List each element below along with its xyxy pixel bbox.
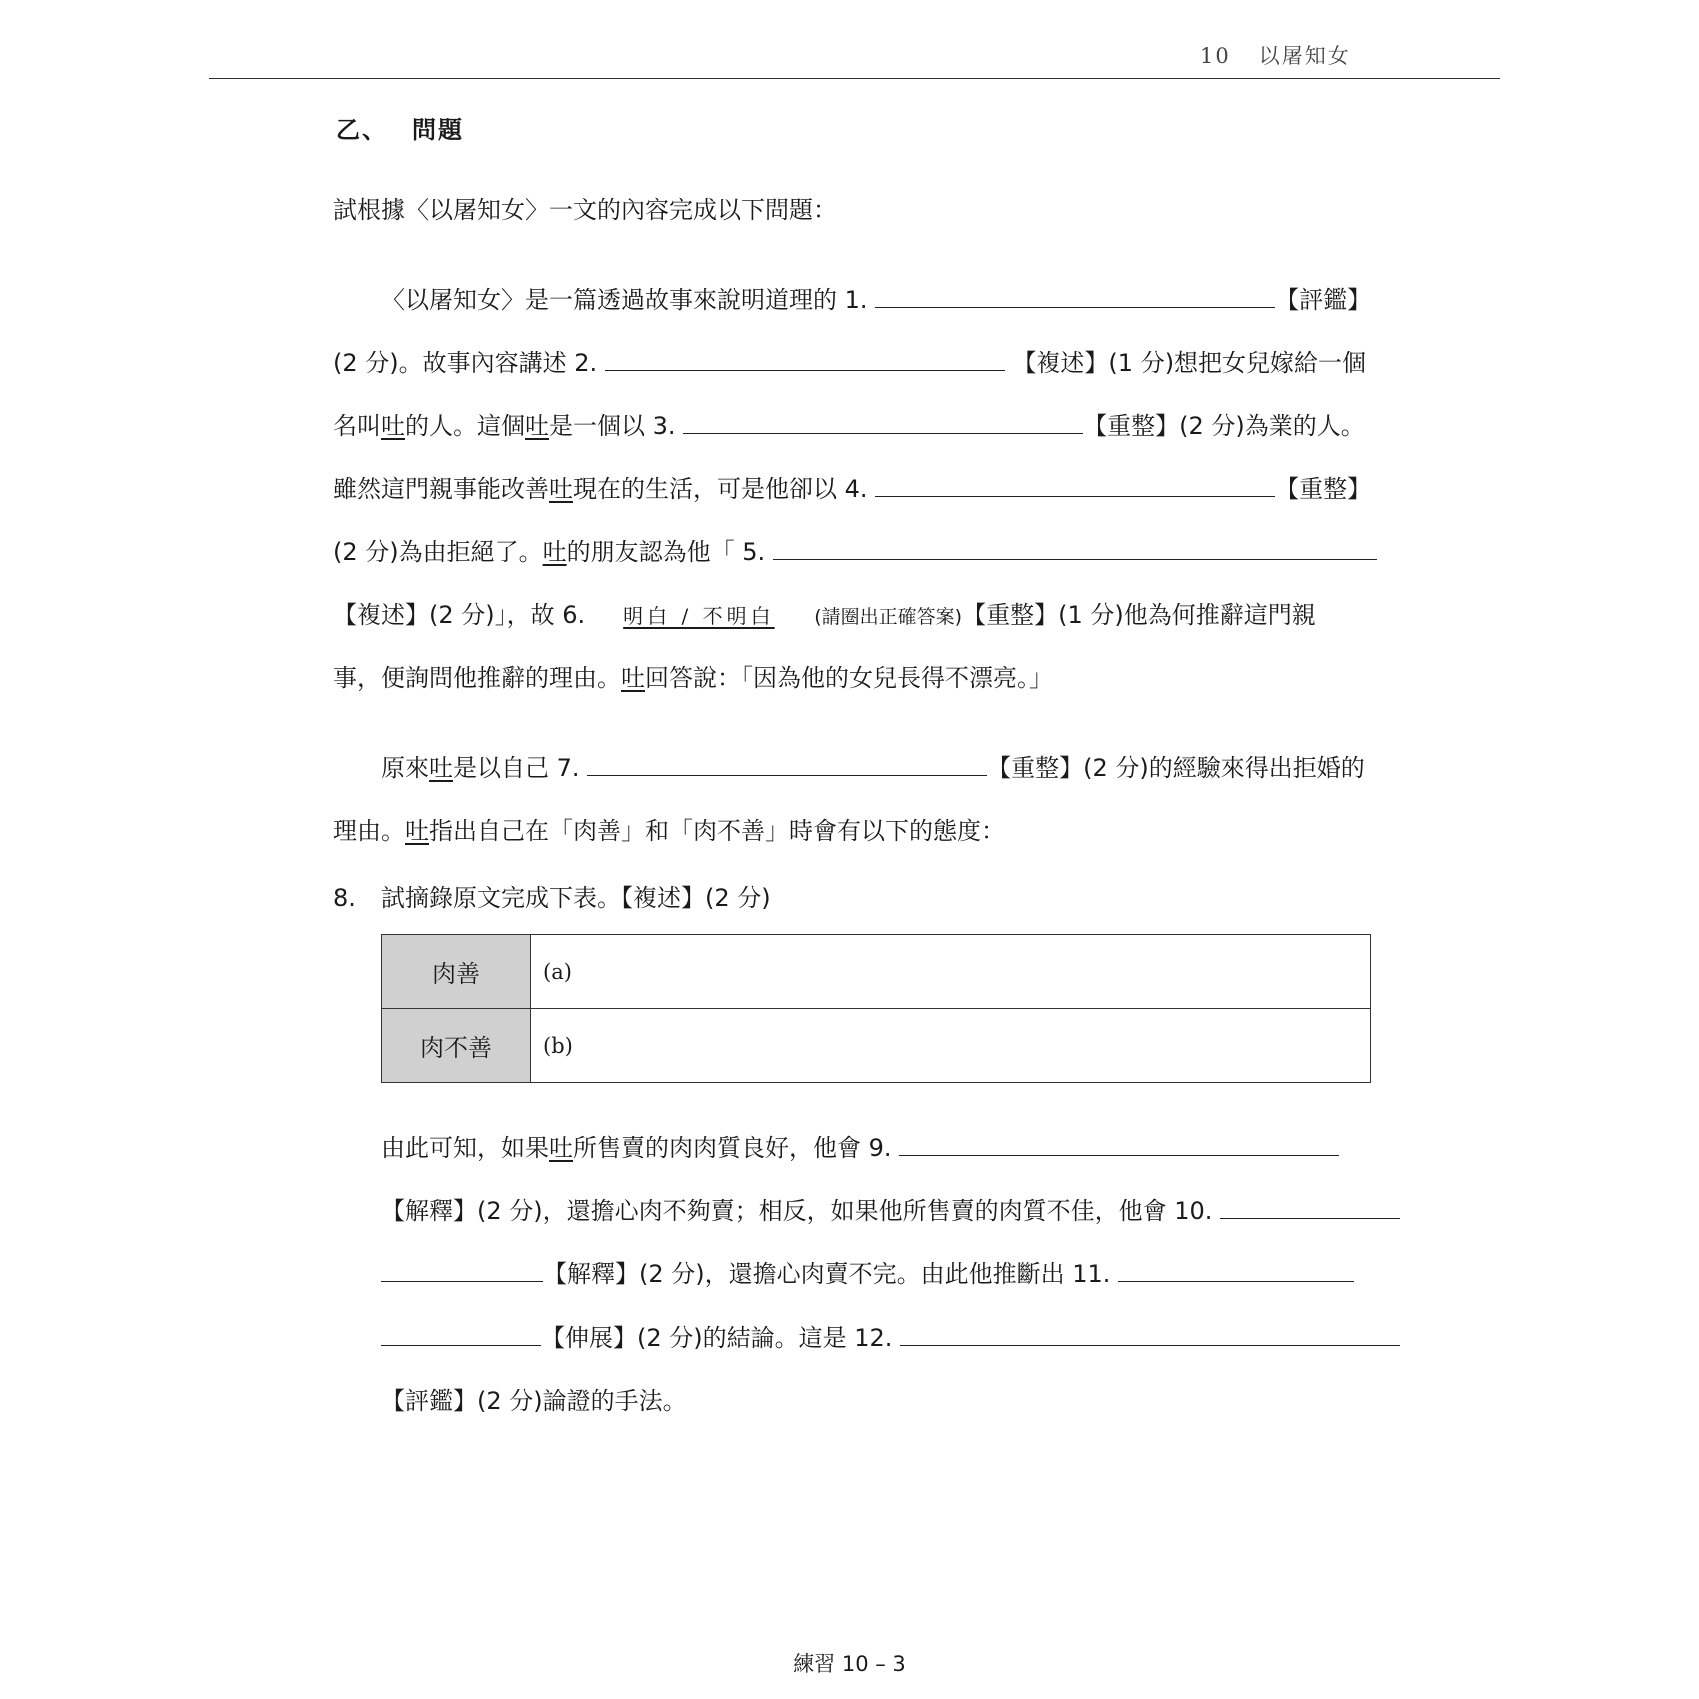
section-title: 問題 (412, 115, 464, 144)
answer-blank-2[interactable] (605, 348, 1005, 371)
running-header (1200, 40, 1351, 70)
text: 〈以屠知女〉是一篇透過故事來說明道理的 1. (381, 286, 868, 314)
answer-blank-4[interactable] (875, 474, 1275, 497)
p3-line-1 (381, 1132, 1339, 1164)
answer-blank-11[interactable] (1118, 1259, 1354, 1282)
text: (2 分)。故事內容講述 2. (333, 349, 598, 377)
instruction-note: (請圈出正確答案) (814, 606, 963, 628)
text: (2 分)為由拒絕了。 (333, 538, 543, 566)
text: 的人。這個 (405, 412, 525, 440)
p1-line-7 (333, 662, 1053, 694)
p1-line-3 (333, 410, 1365, 442)
answer-cell-a[interactable]: (a) (531, 935, 1371, 1009)
text: 【重整】(1 分)他為何推辭這門親 (962, 601, 1316, 629)
name-underlined: 吐 (549, 1134, 573, 1162)
name-underlined: 吐 (405, 817, 429, 845)
answer-blank-12[interactable] (900, 1323, 1400, 1346)
text: 【重整】(2 分)的經驗來得出拒婚的 (987, 754, 1365, 782)
p1-line-2 (333, 347, 1366, 379)
p2-line-1 (381, 752, 1365, 784)
name-underlined: 吐 (381, 412, 405, 440)
p1-line-4 (333, 473, 1371, 505)
answer-blank-10[interactable] (1220, 1196, 1400, 1219)
name-underlined: 吐 (621, 664, 645, 692)
tag-text: 【評鑑】 (1275, 286, 1372, 314)
row-label: 肉不善 (382, 1009, 531, 1083)
p3-line-2 (381, 1195, 1400, 1227)
question-8 (333, 882, 771, 914)
name-underlined: 吐 (549, 475, 573, 503)
answer-blank-10-cont[interactable] (381, 1259, 543, 1282)
answer-choice-6[interactable]: 明白 / 不明白 (623, 604, 775, 628)
answer-cell-b[interactable]: (b) (531, 1009, 1371, 1083)
answer-blank-9[interactable] (899, 1133, 1339, 1156)
chapter-title: 以屠知女 (1258, 44, 1351, 68)
text: 現在的生活，可是他卻以 4. (573, 475, 868, 503)
p1-line-1 (381, 284, 1371, 316)
answer-blank-11-cont[interactable] (381, 1323, 541, 1346)
question-number: 8. (333, 884, 356, 912)
text: 名叫 (333, 412, 381, 440)
text: 【重整】(2 分)為業的人。 (1083, 412, 1365, 440)
name-underlined: 吐 (542, 538, 567, 566)
answer-blank-1[interactable] (875, 285, 1275, 308)
text: 是以自己 7. (453, 754, 580, 782)
p2-line-2 (333, 815, 1005, 847)
text: 【解釋】(2 分)，還擔心肉賣不完。由此他推斷出 11. (543, 1260, 1111, 1288)
text: 回答說：「因為他的女兒長得不漂亮。」 (645, 664, 1053, 692)
text: 理由。 (333, 817, 405, 845)
chapter-number: 10 (1200, 44, 1231, 68)
text: 【解釋】(2 分)，還擔心肉不夠賣；相反，如果他所售賣的肉質不佳，他會 10. (381, 1197, 1213, 1225)
answer-table (381, 934, 1371, 1083)
p3-line-5: 【評鑑】(2 分)論證的手法。 (381, 1387, 687, 1415)
text: 是一個以 3. (549, 412, 676, 440)
p3-line-4 (381, 1322, 1400, 1354)
text: 由此可知，如果 (381, 1134, 549, 1162)
p1-line-6 (333, 599, 1316, 633)
name-underlined: 吐 (525, 412, 549, 440)
name-underlined: 吐 (429, 754, 453, 782)
text: 的朋友認為他「 5. (566, 538, 766, 566)
answer-blank-7[interactable] (587, 753, 987, 776)
answer-blank-3[interactable] (683, 411, 1083, 434)
text: 【複述】(2 分)」，故 6. (333, 601, 586, 629)
page-footer: 練習 10 – 3 (793, 1652, 906, 1676)
text: 雖然這門親事能改善 (333, 475, 549, 503)
text: 所售賣的肉肉質良好，他會 9. (573, 1134, 892, 1162)
answer-blank-5[interactable] (773, 537, 1377, 560)
table-row (382, 1009, 1371, 1083)
p1-line-5 (333, 536, 1377, 568)
text: 【伸展】(2 分)的結論。這是 12. (541, 1324, 893, 1352)
table-row (382, 935, 1371, 1009)
header-rule (209, 78, 1500, 79)
section-heading (336, 110, 464, 145)
text: 指出自己在「肉善」和「肉不善」時會有以下的態度： (429, 817, 1005, 845)
row-label: 肉善 (382, 935, 531, 1009)
intro-text: 試根據〈以屠知女〉一文的內容完成以下問題： (333, 196, 837, 224)
text: 【複述】(1 分)想把女兒嫁給一個 (1012, 349, 1367, 377)
text: 事，便詢問他推辭的理由。 (333, 664, 621, 692)
text: 原來 (381, 754, 429, 782)
p3-line-3 (381, 1258, 1354, 1290)
section-label: 乙、 (336, 115, 388, 144)
question-text: 試摘錄原文完成下表。【複述】(2 分) (381, 884, 771, 912)
tag-text: 【重整】 (1275, 475, 1372, 503)
